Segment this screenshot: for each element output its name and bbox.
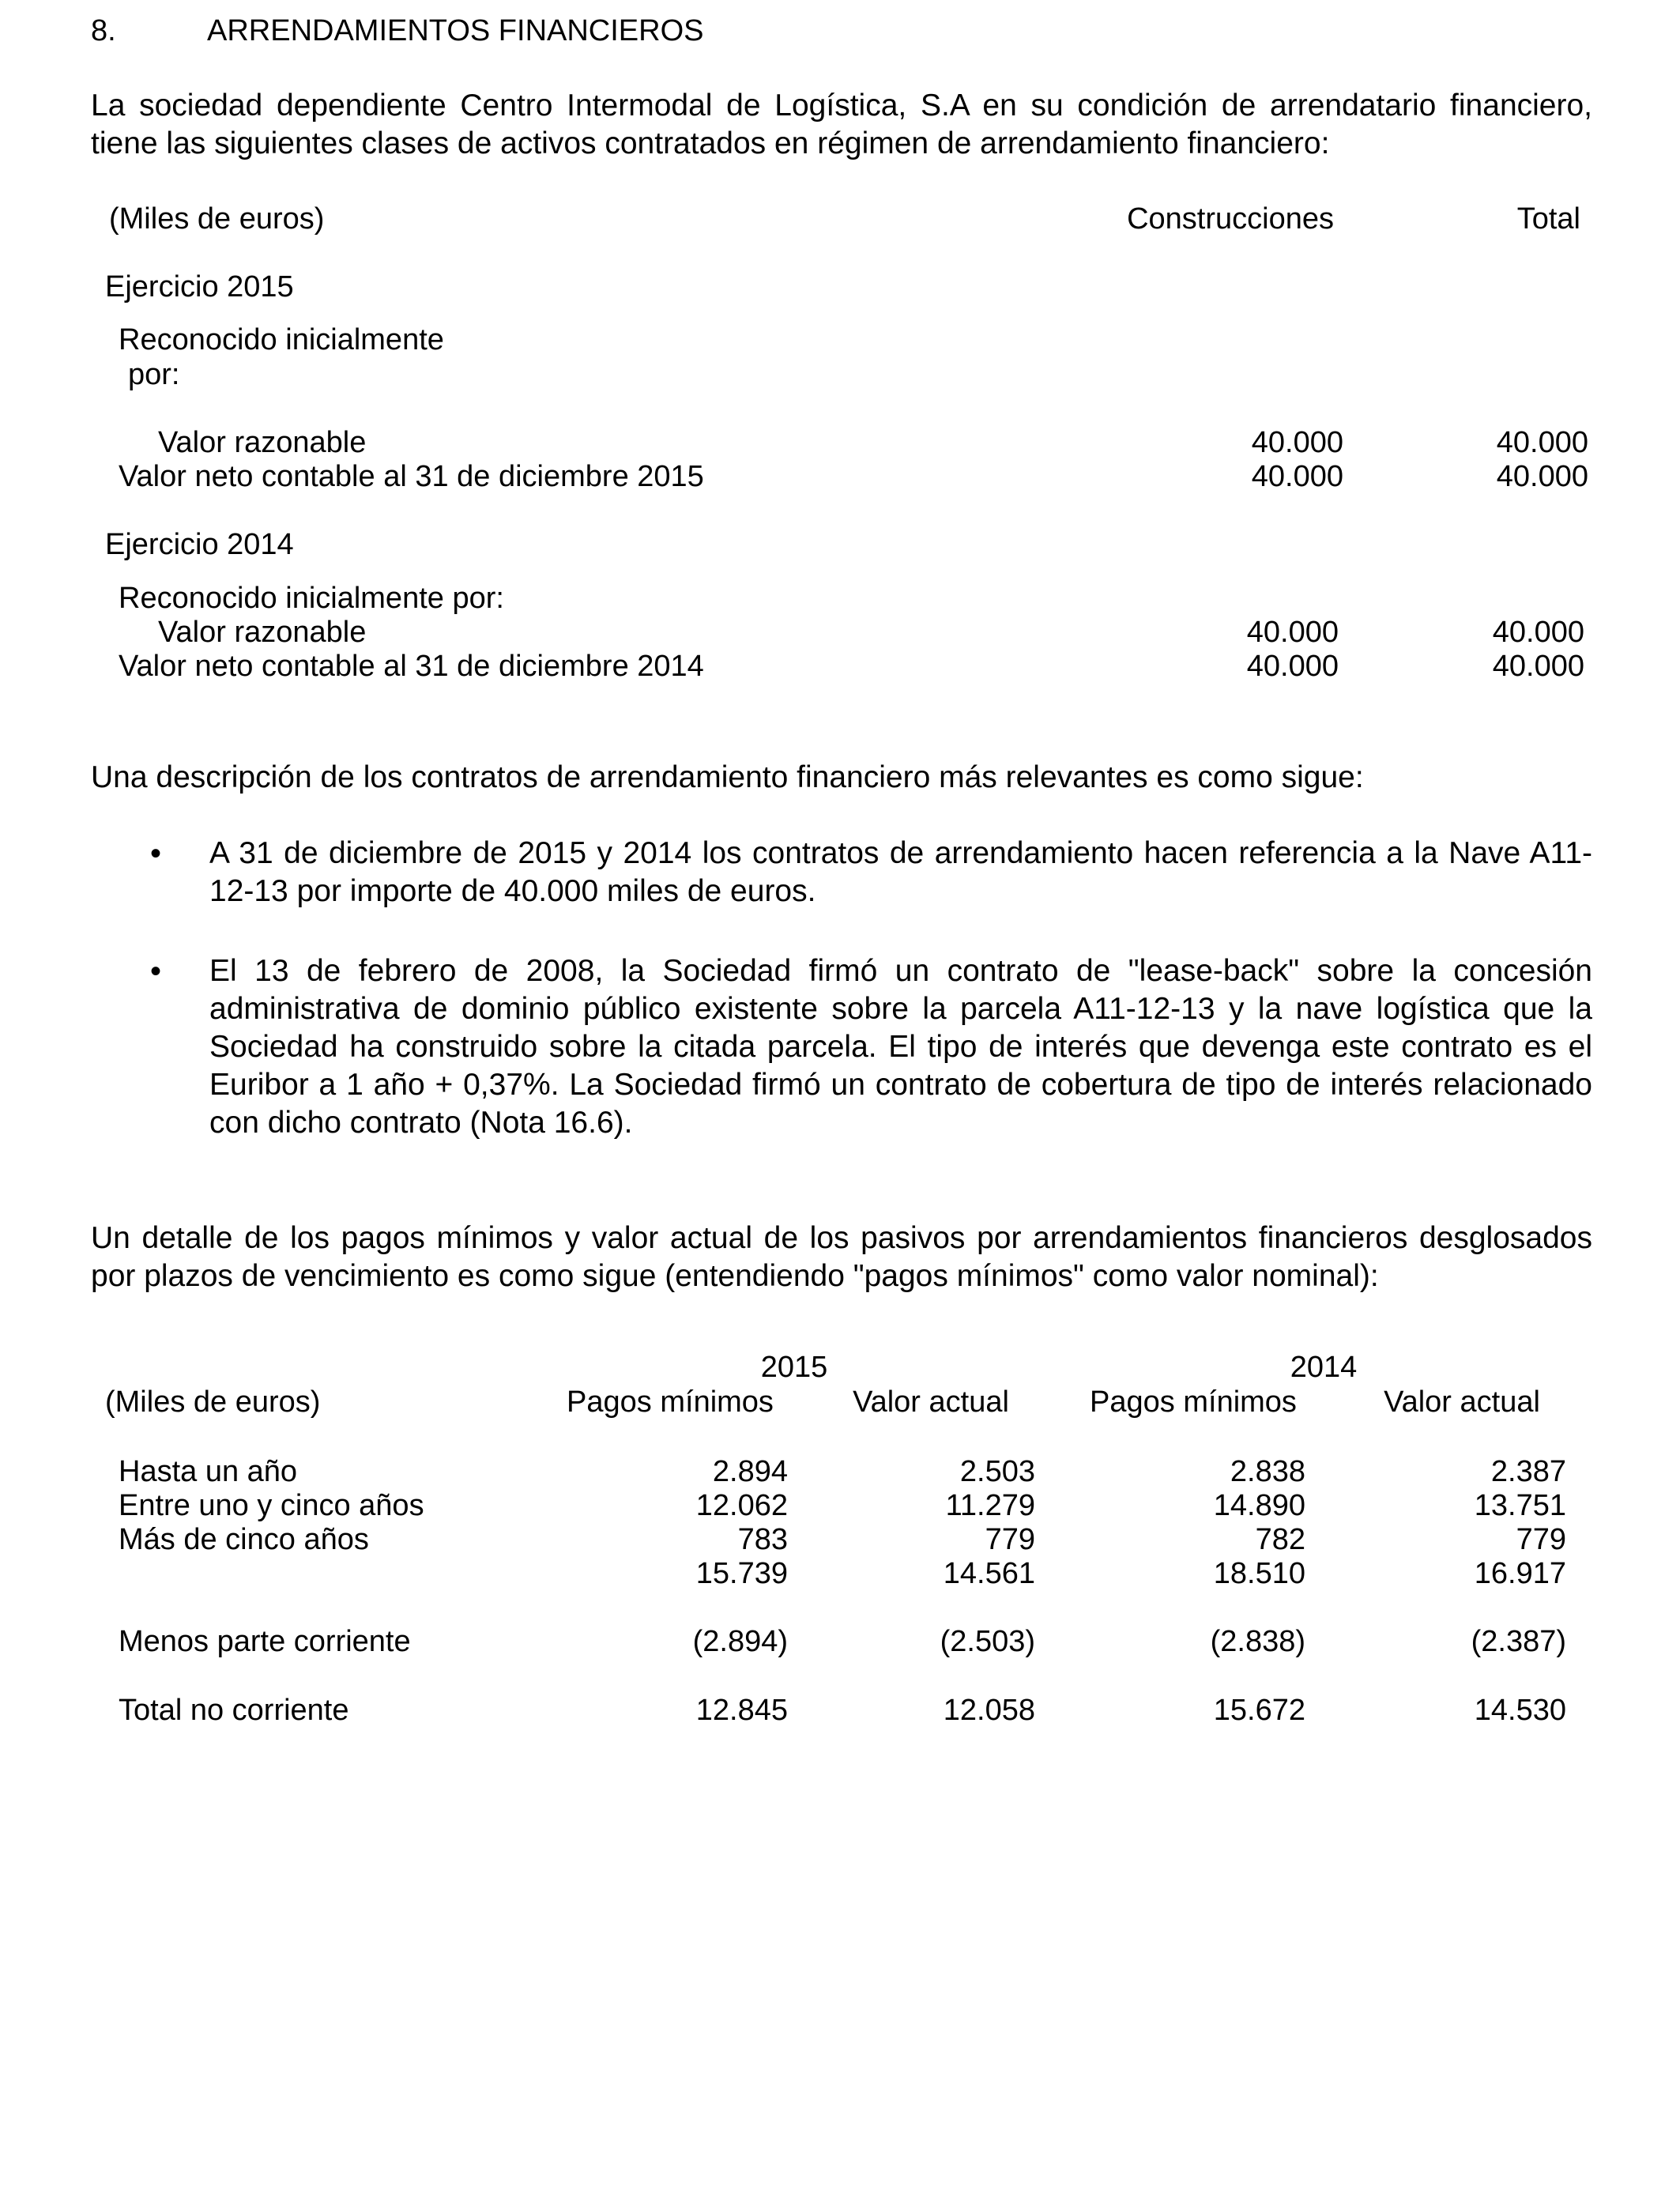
row-v2014: (2.387) bbox=[1471, 1625, 1566, 1658]
subtotal-p2015: 15.739 bbox=[695, 1557, 788, 1590]
ej2015-valor-razonable-construcciones: 40.000 bbox=[1251, 426, 1343, 459]
row-label: Total no corriente bbox=[119, 1694, 349, 1727]
assets-col-total: Total bbox=[1516, 202, 1580, 236]
row-v2014: 13.751 bbox=[1474, 1489, 1566, 1522]
ej2015-recognized-line2: por: bbox=[128, 358, 180, 391]
bullet-1-text: A 31 de diciembre de 2015 y 2014 los contratos de arrendamiento hacen referencia a la Nave A11-12-13 por importe de 40.000 miles de euros. bbox=[209, 836, 1592, 908]
payments-col-pagos-2015: Pagos mínimos bbox=[567, 1385, 774, 1419]
assets-unit-label: (Miles de euros) bbox=[109, 202, 325, 236]
ej2014-valor-razonable-construcciones: 40.000 bbox=[1246, 616, 1339, 649]
subtotal-v2014: 16.917 bbox=[1474, 1557, 1566, 1590]
payments-intro: Un detalle de los pagos mínimos y valor actual de los pasivos por arrendamientos financieros desglosados por plazos de vencimiento es como sigue (entendiendo "pagos mínimos" como valor nominal): bbox=[91, 1221, 1592, 1293]
ej2014-valor-razonable-total: 40.000 bbox=[1492, 616, 1584, 649]
payments-unit-label: (Miles de euros) bbox=[105, 1385, 321, 1419]
section-number: 8. bbox=[91, 14, 116, 47]
row-p2015: 12.062 bbox=[695, 1489, 788, 1522]
row-v2015: (2.503) bbox=[940, 1625, 1035, 1658]
row-label: Entre uno y cinco años bbox=[119, 1489, 424, 1522]
payments-year-2015: 2015 bbox=[760, 1351, 828, 1384]
subtotal-p2014: 18.510 bbox=[1213, 1557, 1305, 1590]
row-v2014: 14.530 bbox=[1474, 1694, 1566, 1727]
row-label: Más de cinco años bbox=[119, 1523, 369, 1556]
payments-col-valor-2015: Valor actual bbox=[853, 1385, 1009, 1419]
bullet-2-dot: • bbox=[150, 954, 162, 989]
ejercicio-2014-label: Ejercicio 2014 bbox=[105, 528, 294, 561]
ej2014-recognized: Reconocido inicialmente por: bbox=[119, 582, 504, 615]
row-p2015: 12.845 bbox=[695, 1694, 788, 1727]
ej2014-valor-razonable-label: Valor razonable bbox=[158, 616, 367, 649]
ej2015-valor-neto-total: 40.000 bbox=[1496, 460, 1588, 493]
ej2014-valor-neto-total: 40.000 bbox=[1492, 650, 1584, 683]
subtotal-v2015: 14.561 bbox=[943, 1557, 1035, 1590]
row-v2015: 779 bbox=[985, 1523, 1035, 1556]
row-p2014: 15.672 bbox=[1213, 1694, 1305, 1727]
row-p2014: 14.890 bbox=[1213, 1489, 1305, 1522]
bullet-1-dot: • bbox=[150, 836, 162, 871]
row-p2014: 2.838 bbox=[1230, 1455, 1305, 1488]
row-v2015: 2.503 bbox=[959, 1455, 1035, 1488]
ej2015-valor-neto-construcciones: 40.000 bbox=[1251, 460, 1343, 493]
row-label: Hasta un año bbox=[119, 1455, 298, 1488]
row-p2014: (2.838) bbox=[1210, 1625, 1305, 1658]
ej2015-valor-razonable-total: 40.000 bbox=[1496, 426, 1588, 459]
bullet-2-text: El 13 de febrero de 2008, la Sociedad firmó un contrato de "lease-back" sobre la concesión administrativa de dominio público existente sobre la parcela A11-12-13 y la nave logística que la Sociedad ha construido sobre la citada parcela. El tipo de interés que devenga este contrato es el Euribor a 1 año + 0,37%. La Sociedad firmó un contrato de cobertura de tipo de interés relacionado con dicho contrato (Nota 16.6). bbox=[209, 954, 1592, 1140]
ej2014-valor-neto-construcciones: 40.000 bbox=[1246, 650, 1339, 683]
row-p2014: 782 bbox=[1255, 1523, 1305, 1556]
row-v2015: 12.058 bbox=[943, 1694, 1035, 1727]
assets-col-construcciones: Construcciones bbox=[1127, 202, 1334, 236]
row-p2015: 2.894 bbox=[712, 1455, 788, 1488]
ej2014-valor-neto-label: Valor neto contable al 31 de diciembre 2014 bbox=[119, 650, 704, 683]
payments-col-pagos-2014: Pagos mínimos bbox=[1090, 1385, 1297, 1419]
section-title: ARRENDAMIENTOS FINANCIEROS bbox=[207, 14, 704, 47]
payments-year-2014: 2014 bbox=[1290, 1351, 1358, 1384]
intro-paragraph: La sociedad dependiente Centro Intermodal de Logística, S.A en su condición de arrendatario financiero, tiene las siguientes clases de activos contratados en régimen de arrendamiento financiero: bbox=[91, 89, 1592, 160]
row-v2015: 11.279 bbox=[945, 1489, 1035, 1522]
ej2015-recognized-line1: Reconocido inicialmente bbox=[119, 323, 444, 356]
row-label: Menos parte corriente bbox=[119, 1625, 411, 1658]
ej2015-valor-razonable-label: Valor razonable bbox=[158, 426, 367, 459]
row-v2014: 2.387 bbox=[1490, 1455, 1566, 1488]
ej2015-valor-neto-label: Valor neto contable al 31 de diciembre 2015 bbox=[119, 460, 704, 493]
row-v2014: 779 bbox=[1516, 1523, 1566, 1556]
row-p2015: (2.894) bbox=[692, 1625, 788, 1658]
row-p2015: 783 bbox=[737, 1523, 788, 1556]
payments-col-valor-2014: Valor actual bbox=[1384, 1385, 1540, 1419]
ejercicio-2015-label: Ejercicio 2015 bbox=[105, 270, 294, 303]
contracts-intro: Una descripción de los contratos de arrendamiento financiero más relevantes es como sigue: bbox=[91, 760, 1364, 794]
